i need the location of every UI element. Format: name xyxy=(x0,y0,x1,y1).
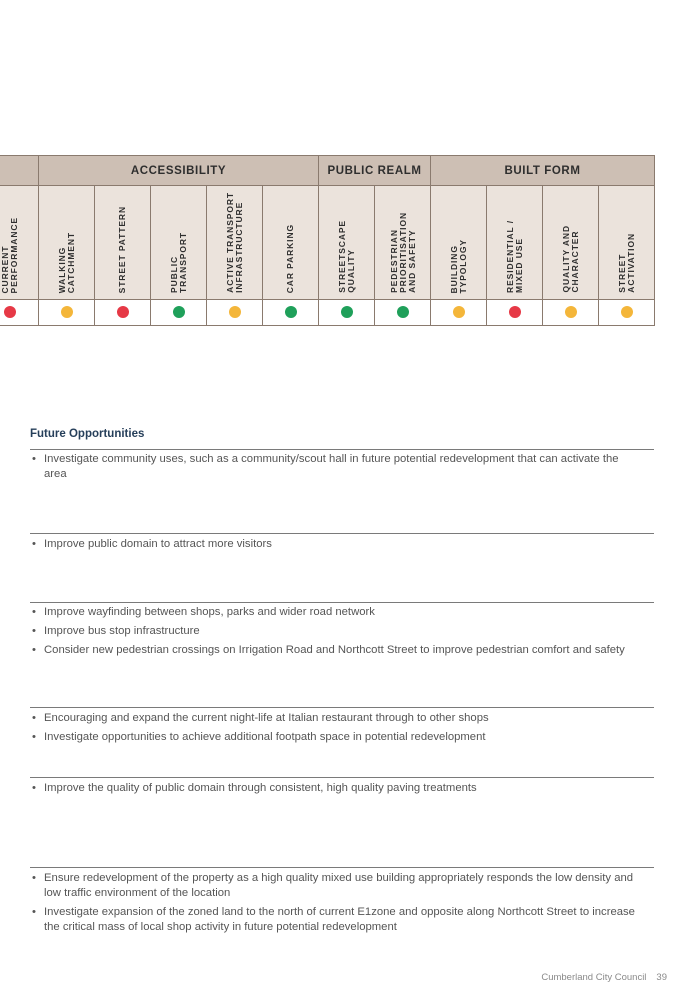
list-item-text: Investigate expansion of the zoned land to the north of current E1zone and opposite along Northcott Street to increase the critical mass of local shop activity in future potential redevelopment xyxy=(44,906,635,933)
bullet-icon: • xyxy=(32,644,36,656)
column-header-row xyxy=(0,186,655,300)
rating-cell xyxy=(431,300,487,326)
opportunity-list xyxy=(30,711,640,749)
rating-dot xyxy=(173,306,185,318)
opportunity-list xyxy=(30,871,640,939)
rating-cell xyxy=(39,300,95,326)
rating-row xyxy=(0,300,655,326)
list-item xyxy=(30,624,640,639)
opportunity-list xyxy=(30,781,640,800)
column-label: STREETSCAPE QUALITY xyxy=(336,220,356,293)
list-item-text: Improve the quality of public domain through consistent, high quality paving treatments xyxy=(44,782,477,794)
list-item-text: Improve wayfinding between shops, parks and wider road network xyxy=(44,606,375,618)
group-header-current xyxy=(0,156,39,186)
assessment-table xyxy=(0,155,655,326)
bullet-icon: • xyxy=(32,872,36,884)
future-opportunities-title: Future Opportunities xyxy=(30,428,145,440)
divider xyxy=(30,449,654,450)
column-header xyxy=(487,186,543,300)
column-header xyxy=(543,186,599,300)
rating-dot xyxy=(565,306,577,318)
column-label: PEDESTRIAN PRIORITISATION AND SAFETY xyxy=(388,212,417,293)
rating-cell xyxy=(319,300,375,326)
column-label: CAR PARKING xyxy=(284,223,295,293)
rating-cell xyxy=(543,300,599,326)
column-header xyxy=(599,186,655,300)
footer-council-name: Cumberland City Council xyxy=(541,972,647,983)
rating-cell xyxy=(151,300,207,326)
bullet-icon: • xyxy=(32,782,36,794)
column-header xyxy=(431,186,487,300)
rating-dot xyxy=(285,306,297,318)
rating-cell xyxy=(0,300,39,326)
rating-dot xyxy=(4,306,16,318)
column-label: PUBLIC TRANSPORT xyxy=(168,232,188,293)
divider xyxy=(30,533,654,534)
rating-dot xyxy=(61,306,73,318)
bullet-icon: • xyxy=(32,625,36,637)
bullet-icon: • xyxy=(32,453,36,465)
column-header xyxy=(375,186,431,300)
rating-dot xyxy=(229,306,241,318)
bullet-icon: • xyxy=(32,712,36,724)
column-header xyxy=(207,186,263,300)
divider xyxy=(30,867,654,868)
column-label: ACTIVE TRANSPORT INFRASTRUCTURE xyxy=(224,192,244,293)
list-item xyxy=(30,711,640,726)
group-header-public-realm: PUBLIC REALM xyxy=(319,156,431,186)
divider xyxy=(30,707,654,708)
list-item xyxy=(30,730,640,745)
column-header xyxy=(151,186,207,300)
rating-cell xyxy=(599,300,655,326)
bullet-icon: • xyxy=(32,606,36,618)
list-item-text: Improve bus stop infrastructure xyxy=(44,625,200,637)
list-item-text: Ensure redevelopment of the property as a high quality mixed use building appropriately responds the low density and low traffic environment of the location xyxy=(44,872,634,899)
group-header-accessibility: ACCESSIBILITY xyxy=(39,156,319,186)
bullet-icon: • xyxy=(32,538,36,550)
column-label: QUALITY AND CHARACTER xyxy=(560,225,580,293)
column-label: WALKING CATCHMENT xyxy=(56,231,76,293)
column-label: CURRENT PERFORMANCE xyxy=(0,216,19,293)
column-header xyxy=(319,186,375,300)
divider xyxy=(30,777,654,778)
column-label: RESIDENTIAL / MIXED USE xyxy=(504,220,524,293)
column-header xyxy=(95,186,151,300)
column-label: STREET PATTERN xyxy=(116,205,127,293)
list-item xyxy=(30,871,640,901)
rating-dot xyxy=(341,306,353,318)
opportunity-list xyxy=(30,605,640,662)
column-header xyxy=(0,186,39,300)
divider xyxy=(30,602,654,603)
list-item xyxy=(30,643,640,658)
list-item-text: Investigate community uses, such as a community/scout hall in future potential redevelopment that can activate the area xyxy=(44,453,619,480)
list-item xyxy=(30,537,640,552)
rating-cell xyxy=(207,300,263,326)
list-item-text: Encouraging and expand the current night-life at Italian restaurant through to other shops xyxy=(44,712,489,724)
rating-cell xyxy=(95,300,151,326)
rating-dot xyxy=(397,306,409,318)
bullet-icon: • xyxy=(32,731,36,743)
rating-cell xyxy=(375,300,431,326)
rating-dot xyxy=(621,306,633,318)
list-item-text: Improve public domain to attract more visitors xyxy=(44,538,272,550)
rating-cell xyxy=(487,300,543,326)
column-header xyxy=(39,186,95,300)
list-item xyxy=(30,452,640,482)
opportunity-list xyxy=(30,537,640,556)
group-header-built-form: BUILT FORM xyxy=(431,156,655,186)
rating-dot xyxy=(117,306,129,318)
page-footer xyxy=(541,972,667,983)
rating-cell xyxy=(263,300,319,326)
column-header xyxy=(263,186,319,300)
page-number: 39 xyxy=(656,972,667,983)
list-item-text: Consider new pedestrian crossings on Irrigation Road and Northcott Street to improve pedestrian comfort and safety xyxy=(44,644,625,656)
list-item-text: Investigate opportunities to achieve additional footpath space in potential redevelopment xyxy=(44,731,486,743)
column-label: STREET ACTIVATION xyxy=(616,233,636,293)
opportunity-list xyxy=(30,452,640,486)
column-label: BUILDING TYPOLOGY xyxy=(448,238,468,293)
list-item xyxy=(30,605,640,620)
rating-dot xyxy=(509,306,521,318)
list-item xyxy=(30,905,640,935)
rating-dot xyxy=(453,306,465,318)
list-item xyxy=(30,781,640,796)
bullet-icon: • xyxy=(32,906,36,918)
group-header-row xyxy=(0,156,655,186)
